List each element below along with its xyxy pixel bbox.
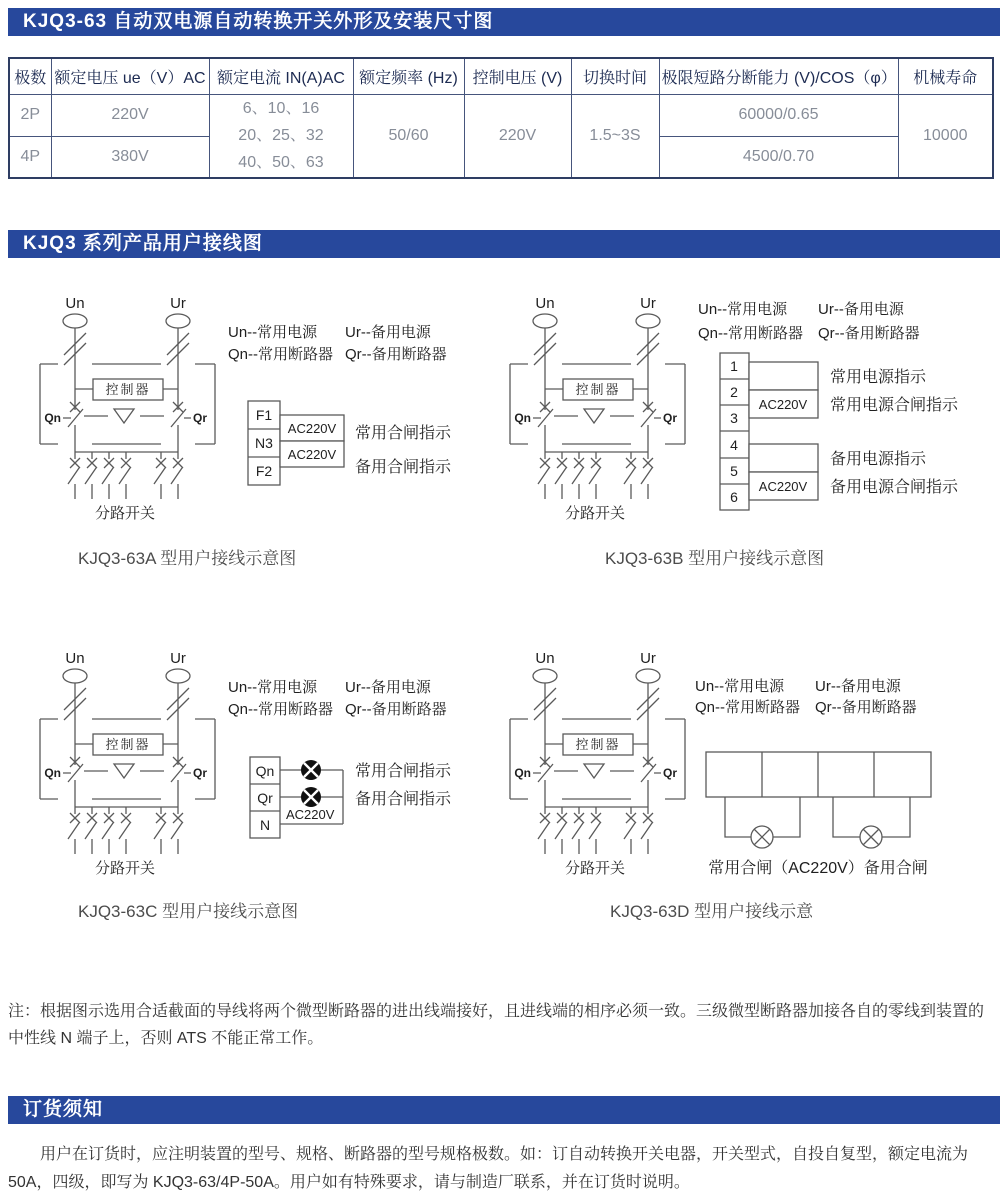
lamp-icon [751, 826, 773, 848]
indicator-box-1 [749, 362, 818, 390]
cell-frequency: 50/60 [353, 94, 464, 178]
indicator-label-1: 常用合闸指示 [355, 425, 452, 442]
diagram-c-caption: KJQ3-63C 型用户接线示意图 [78, 902, 299, 921]
cell-current-ratings [209, 94, 353, 178]
legend-ur: Ur--备用电源 [345, 324, 431, 341]
lamp-icon [301, 787, 321, 807]
cell-poles-4p: 4P [9, 136, 51, 178]
terminal-n3: N3 [255, 435, 273, 451]
cell-voltage-220: 220V [51, 94, 209, 136]
lamp-caption: 常用合闸（AC220V）备用合闸 [708, 860, 928, 877]
indicator-label-2: 常用电源合闸指示 [830, 397, 959, 414]
terminal-1: 1 [730, 358, 738, 374]
cell-switch-time: 1.5~3S [571, 94, 659, 178]
legend-ur: Ur--备用电源 [815, 678, 901, 695]
legend-ur: Ur--备用电源 [345, 679, 431, 696]
current-line: 6、10、16 [242, 100, 320, 118]
legend-qr: Qr--备用断路器 [345, 701, 447, 718]
col-header-breaking-capacity: 极限短路分断能力 (V)/COS（φ） [659, 58, 898, 94]
terminal-f2: F2 [255, 463, 273, 479]
indicator-box-2 [749, 444, 818, 472]
lamp-icon [860, 826, 882, 848]
diagram-kjq3-63b [498, 292, 998, 592]
legend-un: Un--常用电源 [698, 301, 788, 318]
cell-breaking-capacity-1: 60000/0.65 [659, 94, 898, 136]
col-header-voltage: 额定电压 ue（V）AC [51, 58, 209, 94]
ac-voltage: AC220V [286, 807, 335, 822]
ac-voltage-2: AC220V [758, 479, 808, 494]
legend-qr: Qr--备用断路器 [815, 699, 917, 716]
section-header-dimensions: KJQ3-63 自动双电源自动转换开关外形及安装尺寸图 [8, 8, 1000, 36]
ordering-text: 用户在订货时，应注明装置的型号、规格、断路器的型号规格极数。如：订自动转换开关电器，开关型式，自投自复型，额定电流为 50A，四级，即写为 KJQ3-63/4P-50A。用户如有特殊要求，请与制造厂联系，并在订货时说明。 [8, 1146, 969, 1191]
diagram-kjq3-63d [498, 647, 998, 947]
indicator-label-3: 备用电源指示 [830, 451, 927, 468]
cell-voltage-380: 380V [51, 136, 209, 178]
indicator-label-4: 备用电源合闸指示 [830, 479, 959, 496]
legend-qn: Qn--常用断路器 [228, 701, 334, 718]
note-text: 注：根据图示选用合适截面的导线将两个微型断路器的进出线端接好，且进线端的相序必须一致。三级微型断路器加接各自的零线到装置的中性线 N 端子上，否则 ATS 不能正常工作。 [8, 1003, 985, 1047]
spec-table-header-row [9, 58, 993, 94]
terminal-n: N [259, 817, 271, 833]
legend-qn: Qn--常用断路器 [695, 699, 801, 716]
cell-poles-2p: 2P [9, 94, 51, 136]
legend-qn: Qn--常用断路器 [698, 325, 804, 342]
diagram-d-caption: KJQ3-63D 型用户接线示意 [610, 902, 814, 921]
legend-qn: Qn--常用断路器 [228, 346, 334, 363]
terminal-4: 4 [730, 437, 738, 453]
legend-un: Un--常用电源 [228, 679, 318, 696]
terminal-2: 2 [730, 384, 738, 400]
col-header-switch-time: 切换时间 [571, 58, 659, 94]
current-line: 40、50、63 [238, 154, 324, 172]
section-header-ordering: 订货须知 [8, 1096, 1000, 1124]
wiring-diagrams-area [0, 258, 1000, 958]
terminal-5: 5 [730, 463, 738, 479]
table-row-2p [9, 94, 993, 136]
legend-qr: Qr--备用断路器 [818, 325, 920, 342]
legend-un: Un--常用电源 [228, 324, 318, 341]
col-header-current: 额定电流 IN(A)AC [209, 58, 353, 94]
indicator-label-2: 备用合闸指示 [355, 459, 452, 476]
cell-control-voltage: 220V [464, 94, 571, 178]
col-header-poles: 极数 [9, 58, 51, 94]
ac-voltage-1: AC220V [287, 421, 337, 436]
col-header-mechanical-life: 机械寿命 [898, 58, 993, 94]
diagram-b-caption: KJQ3-63B 型用户接线示意图 [605, 549, 825, 568]
col-header-frequency: 额定频率 (Hz) [353, 58, 464, 94]
current-line: 20、25、32 [238, 127, 324, 145]
terminal-qn: Qn [255, 763, 275, 779]
ac-voltage-1: AC220V [758, 397, 808, 412]
indicator-label-2: 备用合闸指示 [355, 791, 452, 808]
legend-ur: Ur--备用电源 [818, 301, 904, 318]
spec-table [8, 57, 994, 179]
indicator-label-1: 常用合闸指示 [355, 763, 452, 780]
terminal-qr: Qr [257, 790, 273, 806]
col-header-control-voltage: 控制电压 (V) [464, 58, 571, 94]
section-header-wiring: KJQ3 系列产品用户接线图 [8, 230, 1000, 258]
diagram-a-caption: KJQ3-63A 型用户接线示意图 [78, 549, 297, 568]
diagram-kjq3-63c [28, 647, 498, 947]
diagram-kjq3-63a [28, 292, 498, 592]
terminal-3: 3 [730, 410, 738, 426]
legend-qr: Qr--备用断路器 [345, 346, 447, 363]
cell-breaking-capacity-2: 4500/0.70 [659, 136, 898, 178]
terminal-6: 6 [730, 489, 738, 505]
lamp-icon [301, 760, 321, 780]
legend-un: Un--常用电源 [695, 678, 785, 695]
terminal-f1: F1 [255, 407, 273, 423]
indicator-label-1: 常用电源指示 [830, 369, 927, 386]
ac-voltage-2: AC220V [287, 447, 337, 462]
cell-mechanical-life: 10000 [898, 94, 993, 178]
